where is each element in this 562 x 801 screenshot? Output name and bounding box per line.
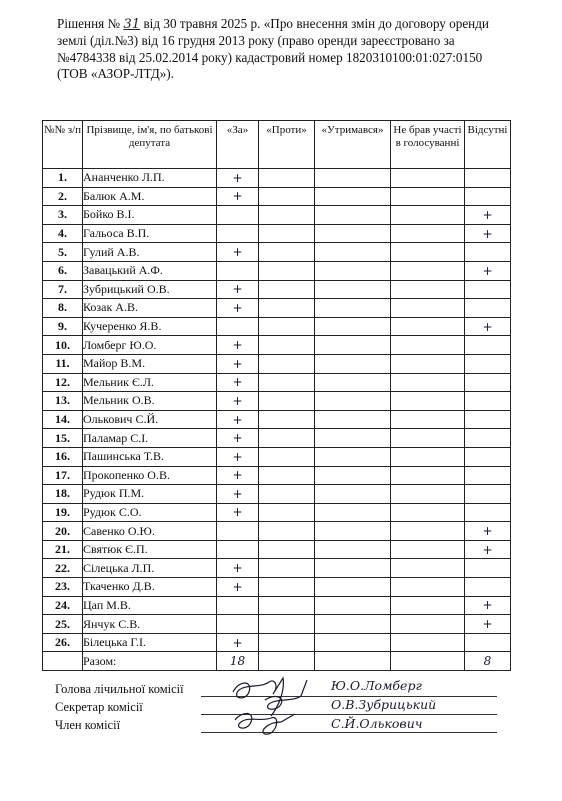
vote-not-voted [391,503,465,522]
vote-absent [465,466,511,485]
row-num: 23. [43,578,83,597]
header-line-1-text: від 30 травня 2025 р. «Про внесення змін до договору оренди [140,16,489,31]
table-row [43,187,511,206]
vote-against [259,633,315,652]
header-line-2: землі (діл.№3) від 16 грудня 2013 року (право оренди зареєстровано за [57,33,455,49]
row-num: 26. [43,633,83,652]
vote-absent [465,447,511,466]
signature-role-chair: Голова лічильної комісії [55,682,184,696]
row-num: 13. [43,392,83,411]
row-num: 12. [43,373,83,392]
total-num-cell [43,652,83,671]
vote-for: + [217,392,259,411]
vote-against [259,596,315,615]
vote-abstain [315,317,391,336]
deputy-name: Савенко О.Ю. [83,522,217,541]
vote-abstain [315,169,391,188]
vote-abstain [315,559,391,578]
vote-for [217,522,259,541]
vote-not-voted [391,540,465,559]
deputy-name: Гулий А.В. [83,243,217,262]
col-header-abstain: «Утримався» [315,121,391,169]
table-row [43,596,511,615]
deputy-name: Ломберг Ю.О. [83,336,217,355]
deputy-name: Ткаченко Д.В. [83,578,217,597]
table-row [43,522,511,541]
vote-abstain [315,485,391,504]
vote-abstain [315,299,391,318]
vote-abstain [315,243,391,262]
vote-not-voted [391,596,465,615]
deputy-name: Білецька Г.І. [83,633,217,652]
table-row [43,447,511,466]
vote-for: + [217,187,259,206]
table-row [43,392,511,411]
vote-against [259,559,315,578]
vote-against [259,485,315,504]
vote-abstain [315,578,391,597]
table-row [43,559,511,578]
vote-for: + [217,447,259,466]
row-num: 5. [43,243,83,262]
vote-abstain [315,522,391,541]
vote-for: + [217,373,259,392]
vote-against [259,299,315,318]
vote-absent [465,280,511,299]
vote-not-voted [391,559,465,578]
col-header-not-voted: Не брав участі в голосуванні [391,121,465,169]
table-row [43,354,511,373]
vote-not-voted [391,206,465,225]
table-row [43,261,511,280]
vote-not-voted [391,410,465,429]
row-num: 22. [43,559,83,578]
vote-absent: + [465,206,511,225]
table-row [43,578,511,597]
table-row [43,615,511,634]
deputy-name: Балюк А.М. [83,187,217,206]
signature-name-member: С.Й.Олькович [331,716,423,731]
row-num: 15. [43,429,83,448]
vote-absent [465,503,511,522]
vote-against [259,447,315,466]
vote-absent [465,392,511,411]
total-for: 18 [217,652,259,671]
vote-abstain [315,373,391,392]
vote-abstain [315,540,391,559]
row-num: 7. [43,280,83,299]
vote-abstain [315,354,391,373]
deputy-name: Олькович С.Й. [83,410,217,429]
vote-for [217,540,259,559]
deputy-name: Ананченко Л.П. [83,169,217,188]
row-num: 21. [43,540,83,559]
vote-absent: + [465,540,511,559]
vote-not-voted [391,485,465,504]
vote-absent [465,169,511,188]
row-num: 10. [43,336,83,355]
vote-absent [465,373,511,392]
vote-for: + [217,169,259,188]
deputy-name: Рудюк П.М. [83,485,217,504]
row-num: 19. [43,503,83,522]
vote-against [259,243,315,262]
vote-not-voted [391,354,465,373]
vote-abstain [315,503,391,522]
deputy-name: Прокопенко О.В. [83,466,217,485]
vote-against [259,540,315,559]
vote-abstain [315,615,391,634]
row-num: 16. [43,447,83,466]
vote-against [259,578,315,597]
table-row [43,485,511,504]
decision-header [57,16,525,82]
total-label: Разом: [83,652,217,671]
deputy-name: Цап М.В. [83,596,217,615]
handwritten-signatures [225,676,325,746]
vote-for: + [217,466,259,485]
vote-abstain [315,447,391,466]
deputy-name: Янчук С.В. [83,615,217,634]
vote-against [259,280,315,299]
vote-absent [465,485,511,504]
vote-not-voted [391,243,465,262]
vote-absent [465,559,511,578]
row-num: 25. [43,615,83,634]
vote-absent [465,299,511,318]
vote-for: + [217,243,259,262]
vote-abstain [315,596,391,615]
vote-for [217,596,259,615]
vote-abstain [315,280,391,299]
table-row [43,169,511,188]
vote-absent [465,429,511,448]
table-row [43,429,511,448]
vote-abstain [315,633,391,652]
deputy-name: Гальоса В.П. [83,224,217,243]
table-row [43,280,511,299]
table-row [43,540,511,559]
vote-absent [465,187,511,206]
row-num: 8. [43,299,83,318]
vote-absent: + [465,224,511,243]
vote-against [259,392,315,411]
vote-for: + [217,503,259,522]
vote-absent: + [465,317,511,336]
deputy-name: Кучеренко Я.В. [83,317,217,336]
vote-not-voted [391,261,465,280]
decision-number: 31 [123,17,141,32]
voting-table [42,120,511,671]
vote-against [259,354,315,373]
header-line-1 [57,16,525,33]
row-num: 1. [43,169,83,188]
total-not-voted [391,652,465,671]
deputy-name: Майор В.М. [83,354,217,373]
vote-not-voted [391,280,465,299]
table-row [43,336,511,355]
row-num: 3. [43,206,83,225]
vote-not-voted [391,447,465,466]
row-num: 17. [43,466,83,485]
decision-label: Рішення № [57,16,121,31]
vote-not-voted [391,317,465,336]
deputy-name: Паламар С.І. [83,429,217,448]
vote-abstain [315,410,391,429]
vote-not-voted [391,578,465,597]
vote-for: + [217,429,259,448]
total-row [43,652,511,671]
vote-against [259,224,315,243]
signature-role-member: Член комісії [55,718,121,732]
row-num: 9. [43,317,83,336]
vote-against [259,336,315,355]
vote-abstain [315,224,391,243]
table-row [43,299,511,318]
vote-for: + [217,633,259,652]
header-line-3: №4784338 від 25.02.2014 року) кадастровий номер 1820310100:01:027:0150 [57,49,483,65]
vote-abstain [315,261,391,280]
vote-not-voted [391,633,465,652]
vote-against [259,429,315,448]
signature-name-chair: Ю.О.Ломберг [331,678,422,693]
vote-abstain [315,392,391,411]
total-against [259,652,315,671]
vote-not-voted [391,187,465,206]
row-num: 6. [43,261,83,280]
deputy-name: Бойко В.І. [83,206,217,225]
table-row [43,373,511,392]
table-header-row [43,121,511,169]
vote-absent: + [465,522,511,541]
table-row [43,206,511,225]
vote-not-voted [391,522,465,541]
col-header-num: №№ з/п [43,121,83,169]
deputy-name: Сілецька Л.П. [83,559,217,578]
table-row [43,466,511,485]
vote-against [259,410,315,429]
vote-absent: + [465,615,511,634]
vote-against [259,503,315,522]
vote-against [259,615,315,634]
signatures-block [55,678,515,752]
vote-against [259,206,315,225]
row-num: 20. [43,522,83,541]
vote-for: + [217,354,259,373]
row-num: 24. [43,596,83,615]
vote-for: + [217,280,259,299]
vote-not-voted [391,224,465,243]
deputy-name: Козак А.В. [83,299,217,318]
vote-absent [465,243,511,262]
header-line-4: (ТОВ «АЗОР-ЛТД»). [57,65,174,81]
vote-for: + [217,559,259,578]
row-num: 2. [43,187,83,206]
total-absent: 8 [465,652,511,671]
row-num: 14. [43,410,83,429]
signature-name-secretary: О.В.Зубрицький [331,697,437,712]
table-row [43,503,511,522]
vote-for: + [217,336,259,355]
col-header-against: «Проти» [259,121,315,169]
vote-abstain [315,206,391,225]
col-header-name: Прізвище, ім'я, по батькові депутата [83,121,217,169]
table-row [43,633,511,652]
vote-not-voted [391,392,465,411]
vote-not-voted [391,429,465,448]
deputy-name: Завацький А.Ф. [83,261,217,280]
vote-against [259,466,315,485]
vote-against [259,187,315,206]
vote-not-voted [391,169,465,188]
row-num: 4. [43,224,83,243]
row-num: 11. [43,354,83,373]
row-num: 18. [43,485,83,504]
vote-not-voted [391,466,465,485]
vote-abstain [315,429,391,448]
vote-abstain [315,336,391,355]
vote-for [217,206,259,225]
vote-for [217,317,259,336]
deputy-name: Святюк Є.П. [83,540,217,559]
vote-against [259,373,315,392]
vote-for [217,224,259,243]
vote-absent: + [465,596,511,615]
vote-for: + [217,578,259,597]
vote-absent [465,354,511,373]
vote-for: + [217,410,259,429]
table-row [43,317,511,336]
vote-for [217,615,259,634]
vote-for [217,261,259,280]
vote-against [259,522,315,541]
vote-absent [465,336,511,355]
total-abstain [315,652,391,671]
vote-for: + [217,299,259,318]
vote-absent [465,578,511,597]
vote-against [259,169,315,188]
table-row [43,243,511,262]
table-row [43,224,511,243]
vote-abstain [315,466,391,485]
deputy-name: Мельник О.В. [83,392,217,411]
vote-absent [465,633,511,652]
col-header-for: «За» [217,121,259,169]
table-row [43,410,511,429]
vote-absent: + [465,261,511,280]
signature-role-secretary: Секретар комісії [55,700,143,714]
vote-against [259,261,315,280]
vote-absent [465,410,511,429]
vote-not-voted [391,615,465,634]
col-header-absent: Відсутні [465,121,511,169]
deputy-name: Мельник Є.Л. [83,373,217,392]
deputy-name: Зубрицький О.В. [83,280,217,299]
vote-not-voted [391,373,465,392]
deputy-name: Рудюк С.О. [83,503,217,522]
deputy-name: Пашинська Т.В. [83,447,217,466]
vote-not-voted [391,299,465,318]
vote-against [259,317,315,336]
vote-abstain [315,187,391,206]
vote-for: + [217,485,259,504]
vote-not-voted [391,336,465,355]
